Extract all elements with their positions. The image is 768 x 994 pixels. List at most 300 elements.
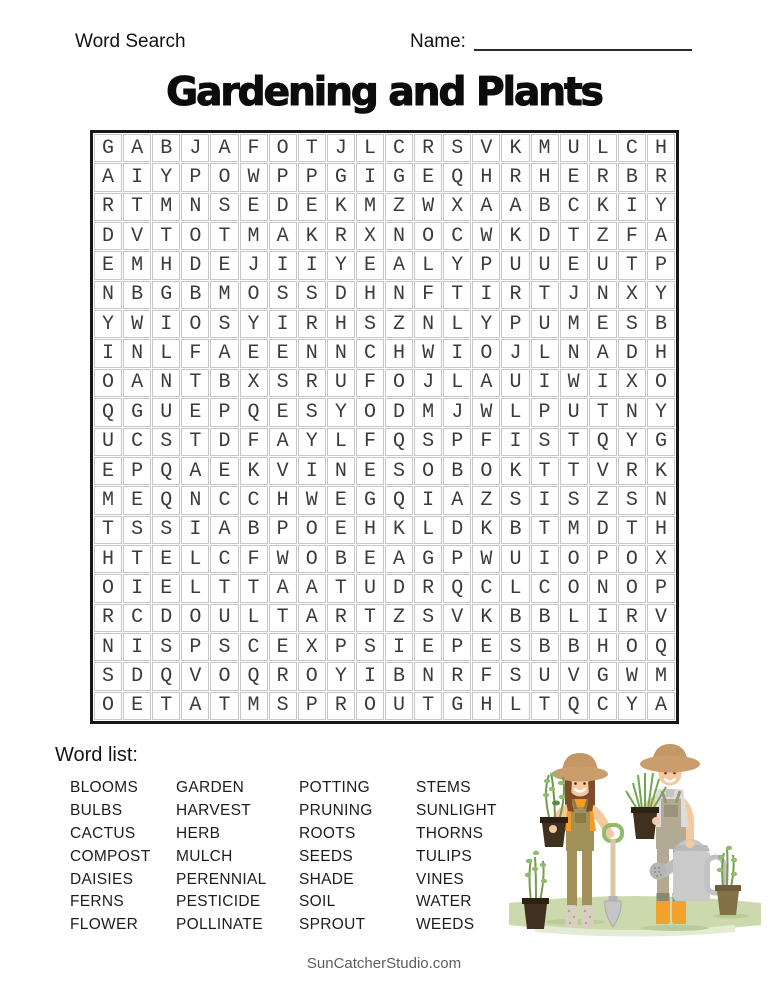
grid-cell: D xyxy=(327,281,355,309)
grid-cell: R xyxy=(501,163,529,191)
grid-cell: L xyxy=(181,545,209,573)
grid-cell: Q xyxy=(589,428,617,456)
grid-cell: R xyxy=(94,193,122,221)
grid-cell: B xyxy=(531,193,559,221)
word-list-column xyxy=(299,777,416,937)
grid-cell: G xyxy=(152,281,180,309)
grid-cell: B xyxy=(210,369,238,397)
grid-cell: W xyxy=(298,486,326,514)
word-list-item: HARVEST xyxy=(176,802,252,820)
grid-cell: R xyxy=(589,163,617,191)
grid-cell: C xyxy=(472,574,500,602)
grid-cell: H xyxy=(269,486,297,514)
grid-cell: O xyxy=(414,222,442,250)
grid-cell: S xyxy=(210,193,238,221)
grid-cell: D xyxy=(181,251,209,279)
grid-cell: G xyxy=(356,486,384,514)
grid-cell: H xyxy=(472,692,500,720)
grid-cell: A xyxy=(298,604,326,632)
grid-cell: O xyxy=(560,545,588,573)
grid-cell: T xyxy=(240,574,268,602)
grid-cell: T xyxy=(269,604,297,632)
grid-cell: A xyxy=(385,251,413,279)
grid-cell: E xyxy=(560,251,588,279)
grid-cell: C xyxy=(560,193,588,221)
word-list-label: Word list: xyxy=(55,744,138,766)
grid-cell: U xyxy=(152,398,180,426)
grid-cell: N xyxy=(385,222,413,250)
grid-cell: H xyxy=(356,516,384,544)
word-list-item: THORNS xyxy=(416,824,484,842)
grid-cell: B xyxy=(181,281,209,309)
grid-cell: L xyxy=(327,428,355,456)
grid-cell: W xyxy=(472,222,500,250)
grid-cell: O xyxy=(298,545,326,573)
grid-cell: N xyxy=(123,339,151,367)
grid-cell: O xyxy=(356,692,384,720)
grid-cell: W xyxy=(414,339,442,367)
grid-cell: Q xyxy=(152,457,180,485)
grid-cell: Y xyxy=(618,428,646,456)
grid-cell: S xyxy=(414,604,442,632)
grid-cell: N xyxy=(647,486,675,514)
grid-cell: I xyxy=(589,604,617,632)
grid-cell: D xyxy=(123,662,151,690)
grid-cell: A xyxy=(589,339,617,367)
grid-cell: O xyxy=(94,369,122,397)
grid-cell: O xyxy=(181,222,209,250)
grid-cell: Q xyxy=(560,692,588,720)
grid-cell: N xyxy=(618,398,646,426)
grid-cell: W xyxy=(269,545,297,573)
grid-cell: Q xyxy=(94,398,122,426)
grid-cell: E xyxy=(356,545,384,573)
grid-cell: J xyxy=(327,134,355,162)
grid-cell: K xyxy=(298,222,326,250)
grid-cell: T xyxy=(94,516,122,544)
grid-cell: U xyxy=(327,369,355,397)
grid-cell: K xyxy=(501,222,529,250)
grid-cell: F xyxy=(356,369,384,397)
grid-cell: H xyxy=(647,339,675,367)
grid-cell: O xyxy=(210,163,238,191)
grid-cell: S xyxy=(210,633,238,661)
grid-cell: H xyxy=(94,545,122,573)
grid-cell: B xyxy=(443,457,471,485)
grid-cell: K xyxy=(647,457,675,485)
grid-cell: U xyxy=(385,692,413,720)
grid-cell: G xyxy=(94,134,122,162)
grid-cell: S xyxy=(152,633,180,661)
grid-cell: L xyxy=(501,692,529,720)
grid-cell: T xyxy=(414,692,442,720)
grid-cell: I xyxy=(123,574,151,602)
grid-cell: E xyxy=(240,193,268,221)
grid-cell: P xyxy=(269,516,297,544)
grid-cell: A xyxy=(472,369,500,397)
grid-cell: N xyxy=(414,310,442,338)
grid-cell: A xyxy=(269,574,297,602)
grid-cell: M xyxy=(94,486,122,514)
grid-cell: E xyxy=(152,574,180,602)
grid-cell: Q xyxy=(152,662,180,690)
word-list-columns xyxy=(70,777,510,937)
word-list-item: PRUNING xyxy=(299,802,373,820)
grid-cell: T xyxy=(589,398,617,426)
word-list-item: PERENNIAL xyxy=(176,870,267,888)
grid-cell: E xyxy=(240,339,268,367)
grid-cell: C xyxy=(356,339,384,367)
grid-cell: E xyxy=(123,486,151,514)
grid-cell: U xyxy=(531,662,559,690)
grid-cell: E xyxy=(327,516,355,544)
grid-cell: I xyxy=(123,163,151,191)
grid-cell: S xyxy=(560,486,588,514)
grid-cell: P xyxy=(531,398,559,426)
grid-cell: M xyxy=(123,251,151,279)
grid-cell: K xyxy=(472,516,500,544)
grid-cell: E xyxy=(560,163,588,191)
grid-cell: K xyxy=(501,457,529,485)
grid-cell: H xyxy=(356,281,384,309)
grid-cell: P xyxy=(443,633,471,661)
grid-cell: V xyxy=(472,134,500,162)
grid-cell: D xyxy=(94,222,122,250)
grid-cell: M xyxy=(152,193,180,221)
grid-cell: J xyxy=(240,251,268,279)
grid-cell: Y xyxy=(327,251,355,279)
grid-cell: T xyxy=(560,222,588,250)
grid-cell: M xyxy=(414,398,442,426)
grid-cell: T xyxy=(531,692,559,720)
grid-cell: L xyxy=(589,134,617,162)
grid-cell: E xyxy=(210,457,238,485)
grid-cell: F xyxy=(181,339,209,367)
grid-cell: O xyxy=(181,604,209,632)
grid-cell: E xyxy=(181,398,209,426)
grid-cell: I xyxy=(356,163,384,191)
grid-cell: I xyxy=(298,251,326,279)
grid-cell: F xyxy=(618,222,646,250)
grid-cell: C xyxy=(240,486,268,514)
grid-cell: F xyxy=(356,428,384,456)
shovel-icon xyxy=(604,825,622,927)
grid-cell: Z xyxy=(472,486,500,514)
grid-cell: P xyxy=(327,633,355,661)
grid-cell: W xyxy=(240,163,268,191)
grid-cell: D xyxy=(443,516,471,544)
grid-cell: X xyxy=(647,545,675,573)
grid-cell: O xyxy=(618,545,646,573)
letter-grid xyxy=(90,130,679,724)
grid-cell: S xyxy=(414,428,442,456)
word-list-item: ROOTS xyxy=(299,824,356,842)
grid-cell: A xyxy=(210,339,238,367)
grid-cell: Q xyxy=(240,398,268,426)
grid-cell: P xyxy=(269,163,297,191)
grid-cell: P xyxy=(181,163,209,191)
grid-cell: O xyxy=(240,281,268,309)
grid-cell: N xyxy=(298,339,326,367)
grid-cell: B xyxy=(501,604,529,632)
grid-cell: B xyxy=(385,662,413,690)
grid-cell: S xyxy=(94,662,122,690)
grid-cell: K xyxy=(472,604,500,632)
grid-cell: D xyxy=(385,398,413,426)
grid-cell: A xyxy=(298,574,326,602)
grid-cell: E xyxy=(210,251,238,279)
grid-cell: E xyxy=(414,633,442,661)
grid-cell: O xyxy=(298,662,326,690)
grid-cell: E xyxy=(327,486,355,514)
grid-cell: S xyxy=(356,633,384,661)
grid-cell: U xyxy=(210,604,238,632)
grid-cell: M xyxy=(531,134,559,162)
grid-cell: C xyxy=(240,633,268,661)
grid-cell: H xyxy=(647,134,675,162)
grid-cell: N xyxy=(181,486,209,514)
grid-cell: T xyxy=(123,545,151,573)
grid-cell: N xyxy=(414,662,442,690)
grid-cell: U xyxy=(560,134,588,162)
grid-cell: I xyxy=(472,281,500,309)
word-list-item: VINES xyxy=(416,870,465,888)
gardeners-illustration xyxy=(505,741,765,946)
grid-cell: I xyxy=(356,662,384,690)
grid-cell: L xyxy=(501,574,529,602)
name-line xyxy=(474,49,692,51)
grid-cell: O xyxy=(472,339,500,367)
grid-cell: I xyxy=(531,369,559,397)
grid-cell: S xyxy=(298,281,326,309)
grid-cell: O xyxy=(618,574,646,602)
grid-cell: I xyxy=(443,339,471,367)
grid-cell: R xyxy=(298,310,326,338)
grid-cell: C xyxy=(589,692,617,720)
grid-cell: Y xyxy=(472,310,500,338)
grid-cell: R xyxy=(327,222,355,250)
word-list-item: SPROUT xyxy=(299,916,366,934)
grid-cell: C xyxy=(123,428,151,456)
grid-cell: F xyxy=(414,281,442,309)
grid-cell: F xyxy=(240,545,268,573)
grid-cell: G xyxy=(589,662,617,690)
word-list-item: FLOWER xyxy=(70,916,139,934)
grid-cell: S xyxy=(531,428,559,456)
word-list-item: POLLINATE xyxy=(176,916,263,934)
grid-cell: B xyxy=(560,633,588,661)
grid-cell: P xyxy=(472,251,500,279)
grid-cell: N xyxy=(94,281,122,309)
grid-cell: C xyxy=(531,574,559,602)
grid-cell: D xyxy=(618,339,646,367)
grid-cell: O xyxy=(298,516,326,544)
grid-cell: Y xyxy=(647,398,675,426)
grid-cell: B xyxy=(618,163,646,191)
grid-cell: P xyxy=(443,428,471,456)
grid-cell: E xyxy=(356,251,384,279)
word-list-item: COMPOST xyxy=(70,847,151,865)
grid-cell: N xyxy=(327,457,355,485)
grid-cell: M xyxy=(647,662,675,690)
grid-cell: A xyxy=(94,163,122,191)
grid-cell: C xyxy=(210,486,238,514)
grid-cell: S xyxy=(152,428,180,456)
grid-cell: L xyxy=(501,398,529,426)
grid-cell: D xyxy=(269,193,297,221)
grid-cell: F xyxy=(240,134,268,162)
grid-cell: T xyxy=(356,604,384,632)
grid-cell: A xyxy=(269,222,297,250)
grid-cell: F xyxy=(472,662,500,690)
grid-cell: W xyxy=(123,310,151,338)
grid-cell: U xyxy=(501,251,529,279)
grid-cell: S xyxy=(298,398,326,426)
word-list-item: POTTING xyxy=(299,779,370,797)
grid-cell: G xyxy=(385,163,413,191)
grid-cell: E xyxy=(94,251,122,279)
word-list-item: WATER xyxy=(416,893,472,911)
grid-cell: R xyxy=(618,604,646,632)
grid-cell: R xyxy=(414,574,442,602)
grid-cell: Q xyxy=(443,574,471,602)
grid-cell: P xyxy=(501,310,529,338)
grid-cell: I xyxy=(123,633,151,661)
word-list-item: DAISIES xyxy=(70,870,134,888)
grid-cell: J xyxy=(181,134,209,162)
grid-cell: A xyxy=(210,134,238,162)
grid-cell: U xyxy=(356,574,384,602)
grid-cell: W xyxy=(472,545,500,573)
grid-cell: H xyxy=(327,310,355,338)
grid-cell: Q xyxy=(385,428,413,456)
grid-cell: B xyxy=(531,604,559,632)
word-list-item: BULBS xyxy=(70,802,123,820)
grid-cell: U xyxy=(531,310,559,338)
grid-cell: Y xyxy=(618,692,646,720)
name-field xyxy=(410,31,692,53)
grid-cell: I xyxy=(414,486,442,514)
grid-cell: B xyxy=(501,516,529,544)
name-label: Name: xyxy=(410,31,466,52)
grid-cell: A xyxy=(443,486,471,514)
grid-cell: T xyxy=(210,222,238,250)
grid-cell: E xyxy=(269,633,297,661)
grid-cell: T xyxy=(152,222,180,250)
grid-cell: W xyxy=(472,398,500,426)
grid-cell: X xyxy=(298,633,326,661)
grid-cell: Y xyxy=(443,251,471,279)
word-list-item: CACTUS xyxy=(70,824,136,842)
grid-cell: B xyxy=(647,310,675,338)
grid-cell: V xyxy=(181,662,209,690)
grid-cell: T xyxy=(531,457,559,485)
grid-cell: E xyxy=(298,193,326,221)
grid-cell: K xyxy=(501,134,529,162)
word-search-label: Word Search xyxy=(75,31,186,52)
potted-plant-icon xyxy=(715,846,741,915)
puzzle-title: Gardening and Plants xyxy=(166,70,602,115)
grid-cell: H xyxy=(152,251,180,279)
grid-cell: A xyxy=(269,428,297,456)
grid-cell: E xyxy=(123,692,151,720)
grid-cell: Q xyxy=(443,163,471,191)
grid-cell: A xyxy=(472,193,500,221)
grid-cell: G xyxy=(414,545,442,573)
grid-cell: T xyxy=(210,692,238,720)
grid-cell: B xyxy=(531,633,559,661)
grid-cell: Z xyxy=(385,193,413,221)
grid-cell: F xyxy=(240,428,268,456)
grid-cell: L xyxy=(356,134,384,162)
grid-cell: Z xyxy=(385,604,413,632)
grid-cell: L xyxy=(414,516,442,544)
grid-cell: N xyxy=(589,281,617,309)
grid-cell: V xyxy=(647,604,675,632)
grid-cell: B xyxy=(240,516,268,544)
grid-cell: Q xyxy=(152,486,180,514)
grid-cell: X xyxy=(618,369,646,397)
grid-cell: A xyxy=(385,545,413,573)
word-list-item: SOIL xyxy=(299,893,336,911)
grid-cell: M xyxy=(210,281,238,309)
grid-cell: N xyxy=(560,339,588,367)
grid-cell: A xyxy=(647,222,675,250)
grid-cell: J xyxy=(501,339,529,367)
word-list-item: SHADE xyxy=(299,870,354,888)
grid-cell: J xyxy=(414,369,442,397)
grid-cell: Y xyxy=(298,428,326,456)
word-list-item: BLOOMS xyxy=(70,779,139,797)
potted-plant-icon xyxy=(522,851,549,929)
grid-cell: L xyxy=(181,574,209,602)
grid-cell: Q xyxy=(385,486,413,514)
grid-cell: U xyxy=(501,369,529,397)
grid-cell: S xyxy=(269,281,297,309)
word-list-item: SUNLIGHT xyxy=(416,802,497,820)
grid-cell: M xyxy=(560,310,588,338)
word-list-column xyxy=(416,777,510,937)
grid-cell: M xyxy=(356,193,384,221)
grid-cell: M xyxy=(240,692,268,720)
grid-cell: I xyxy=(531,545,559,573)
grid-cell: V xyxy=(123,222,151,250)
grid-cell: S xyxy=(269,369,297,397)
grid-cell: E xyxy=(269,339,297,367)
grid-cell: N xyxy=(94,633,122,661)
grid-cell: D xyxy=(210,428,238,456)
grid-cell: R xyxy=(327,692,355,720)
grid-cell: B xyxy=(327,545,355,573)
grid-cell: I xyxy=(531,486,559,514)
grid-cell: U xyxy=(589,251,617,279)
grid-cell: I xyxy=(501,428,529,456)
grid-cell: X xyxy=(443,193,471,221)
grid-cell: P xyxy=(443,545,471,573)
grid-cell: K xyxy=(589,193,617,221)
grid-cell: S xyxy=(443,134,471,162)
grid-cell: B xyxy=(152,134,180,162)
word-list-item: WEEDS xyxy=(416,916,475,934)
grid-cell: O xyxy=(647,369,675,397)
grid-cell: P xyxy=(210,398,238,426)
grid-cell: R xyxy=(94,604,122,632)
word-list-item: GARDEN xyxy=(176,779,245,797)
grid-cell: X xyxy=(618,281,646,309)
grid-cell: S xyxy=(269,692,297,720)
grid-cell: Q xyxy=(647,633,675,661)
grid-cell: X xyxy=(240,369,268,397)
